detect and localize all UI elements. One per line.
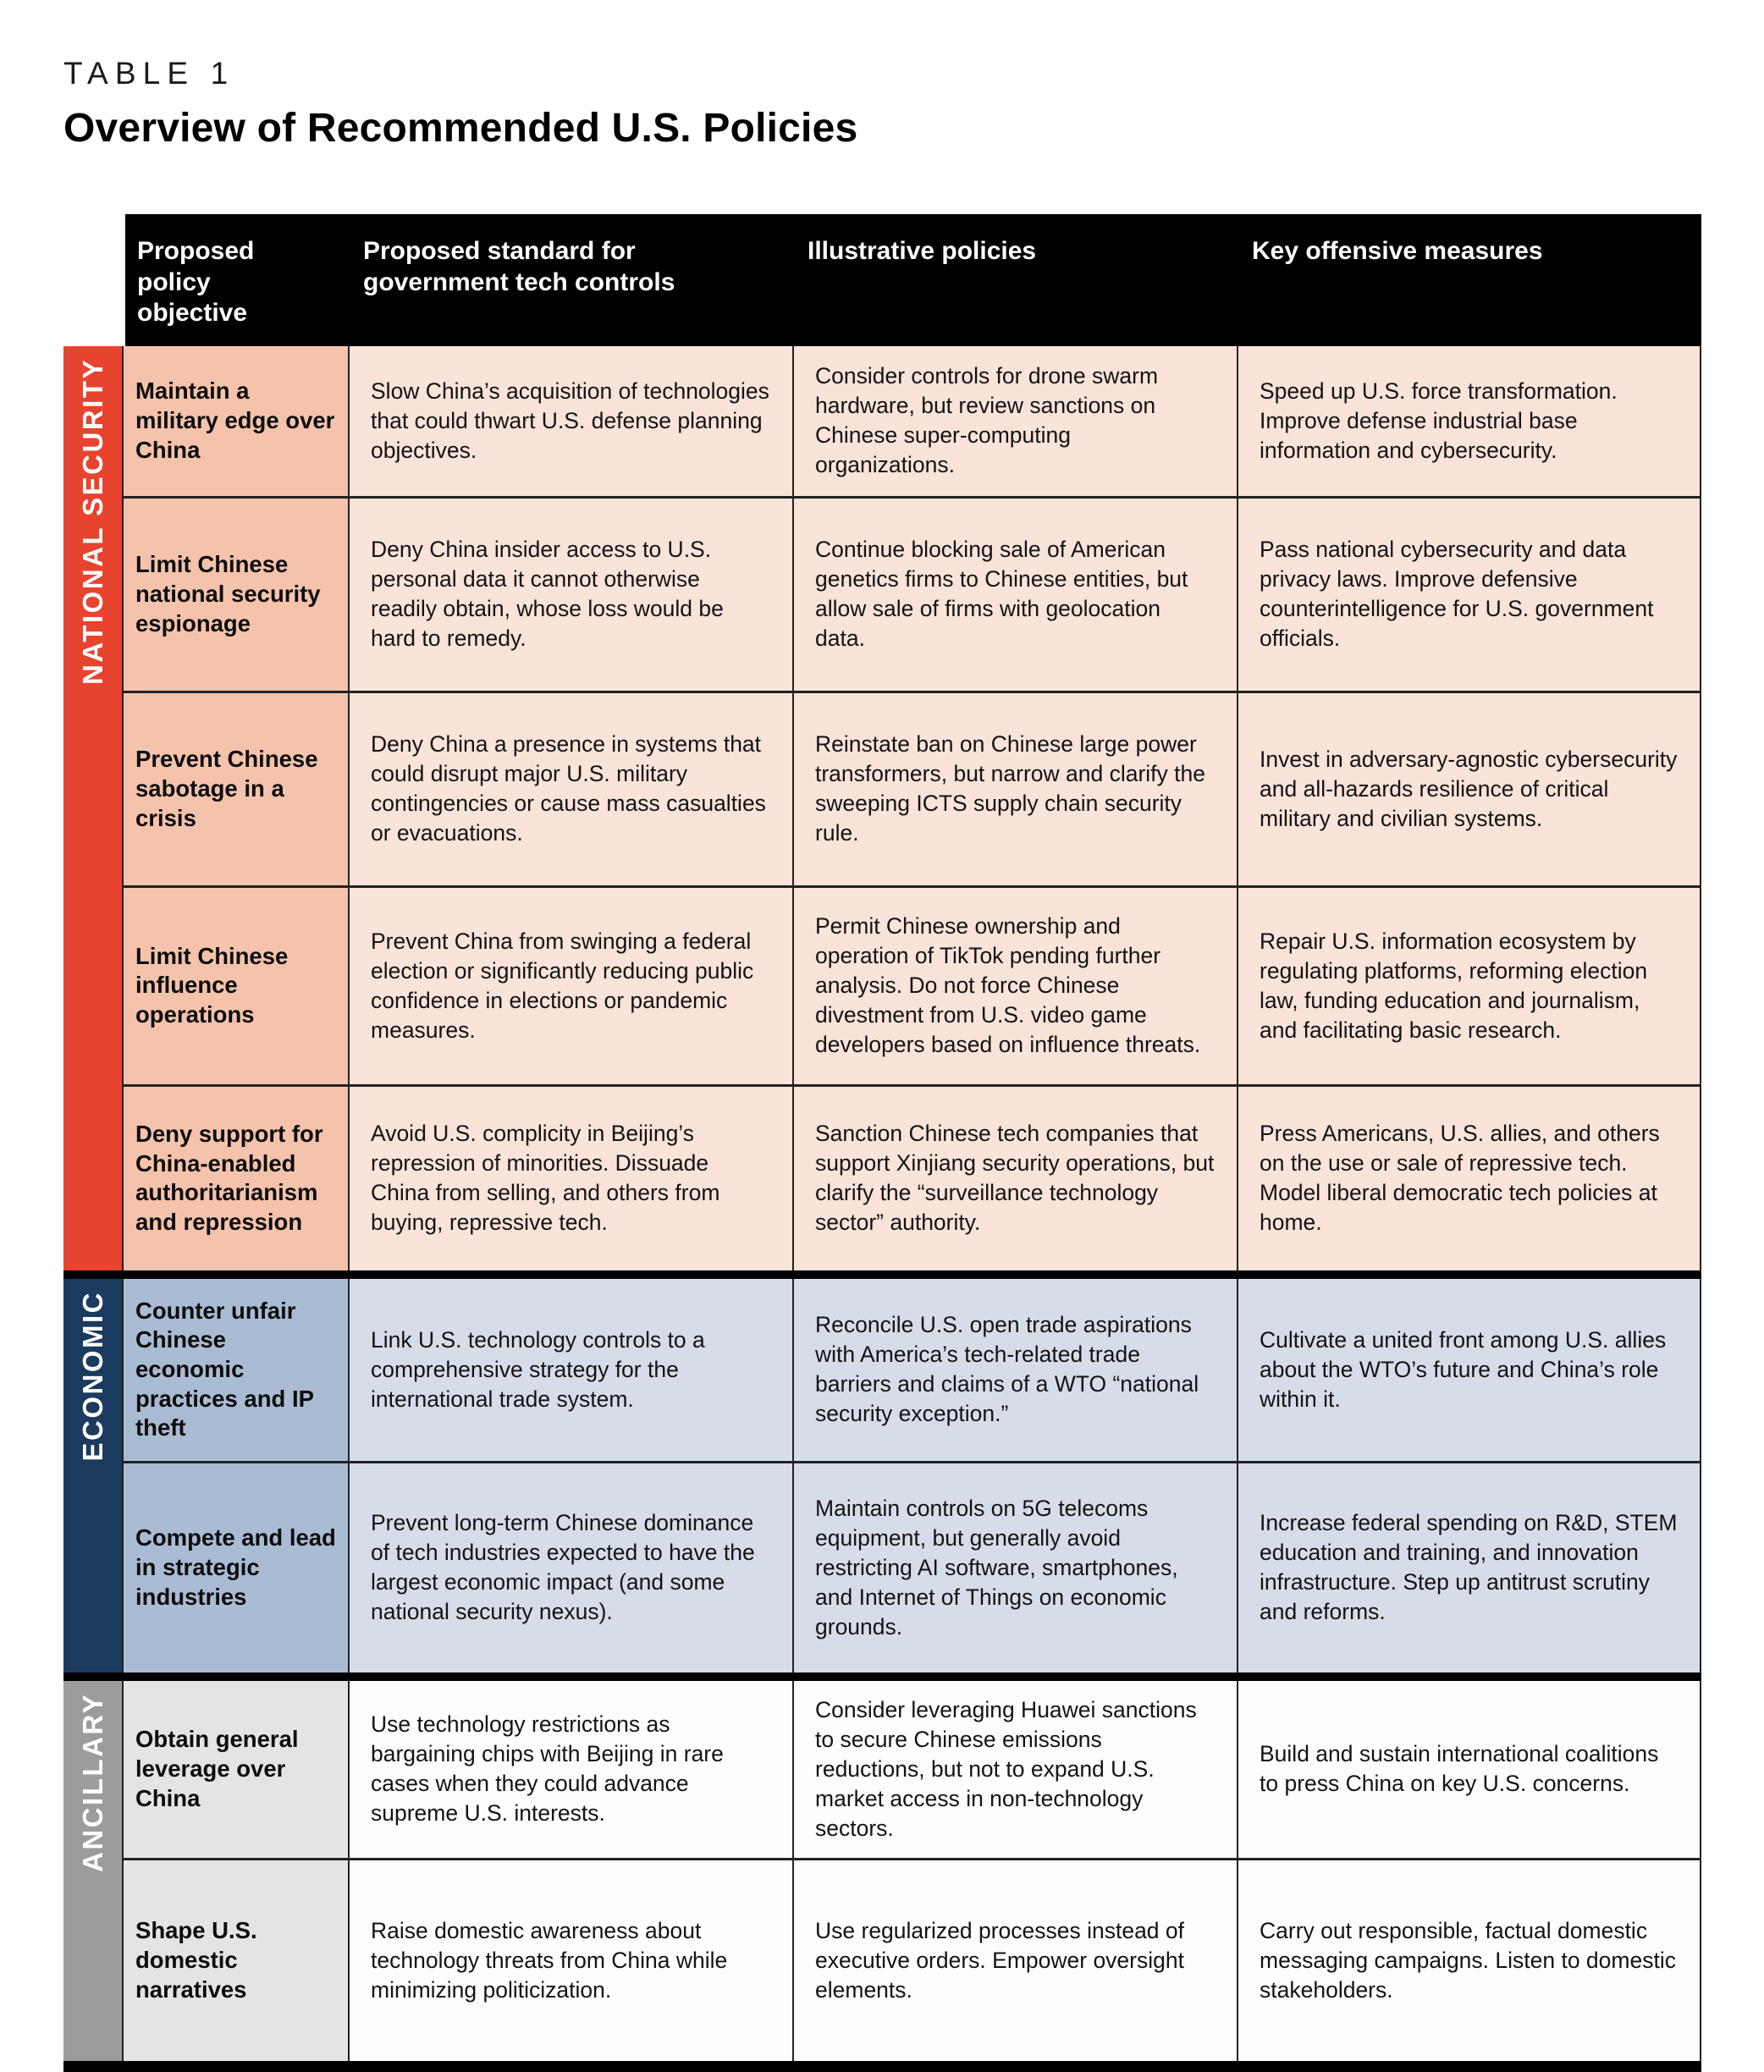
column-header-offensive: Key offensive measures: [1252, 237, 1543, 265]
section-economic: [63, 1279, 1701, 1672]
offensive-cell: Cultivate a united front among U.S. allies about the WTO’s future and China’s role within it.: [1238, 1279, 1701, 1461]
illustrative-cell: Continue blocking sale of American genetics firms to Chinese entities, but allow sale of firms with geolocation data.: [794, 499, 1238, 691]
objective-cell: Maintain a military edge over China: [124, 346, 350, 496]
page-title: Overview of Recommended U.S. Policies: [63, 106, 858, 151]
section-label: ANCILLARY: [76, 1692, 108, 1872]
offensive-cell: Press Americans, U.S. allies, and others on the use or sale of repressive tech. Model liberal democratic tech policies at home.: [1238, 1087, 1701, 1270]
section-ancillary: [63, 1681, 1701, 2061]
section-divider: [63, 1672, 1701, 1681]
objective-cell: Limit Chinese national security espionage: [124, 499, 350, 691]
objective-cell: Obtain general leverage over China: [124, 1681, 350, 1858]
objective-cell: Limit Chinese influence operations: [124, 888, 350, 1084]
column-header-illustrative: Illustrative policies: [808, 237, 1037, 265]
table-header-row: [125, 214, 1701, 346]
offensive-cell: Carry out responsible, factual domestic messaging campaigns. Listen to domestic stakeholders.: [1238, 1860, 1701, 2061]
illustrative-cell: Use regularized processes instead of executive orders. Empower oversight elements.: [794, 1860, 1238, 2061]
standard-cell: Link U.S. technology controls to a comprehensive strategy for the international trade system.: [350, 1279, 794, 1461]
objective-cell: Compete and lead in strategic industries: [124, 1463, 350, 1672]
illustrative-cell: Permit Chinese ownership and operation of TikTok pending further analysis. Do not force Chinese divestment from U.S. video game developers based on influence threats.: [794, 888, 1238, 1084]
illustrative-cell: Consider controls for drone swarm hardware, but review sanctions on Chinese super-computing organizations.: [794, 346, 1238, 496]
standard-cell: Use technology restrictions as bargaining chips with Beijing in rare cases when they could advance supreme U.S. interests.: [350, 1681, 794, 1858]
table-row: [124, 499, 1701, 693]
standard-cell: Prevent China from swinging a federal election or significantly reducing public confidence in elections or pandemic measures.: [350, 888, 794, 1084]
standard-cell: Prevent long-term Chinese dominance of tech industries expected to have the largest economic impact (and some national security nexus).: [350, 1463, 794, 1672]
objective-cell: Counter unfair Chinese economic practices and IP theft: [124, 1279, 350, 1461]
table-row: [124, 1681, 1701, 1860]
table-bottom-bar: [63, 2061, 1701, 2072]
standard-cell: Slow China’s acquisition of technologies that could thwart U.S. defense planning objectives.: [350, 346, 794, 496]
illustrative-cell: Consider leveraging Huawei sanctions to secure Chinese emissions reductions, but not to expand U.S. market access in non-technology sectors.: [794, 1681, 1238, 1858]
section-strip-economic: [63, 1279, 124, 1672]
table-row: [124, 1860, 1701, 2061]
column-header-standard: Proposed standard for government tech controls: [363, 237, 675, 296]
column-header-objective: Proposed policy objective: [137, 237, 255, 328]
illustrative-cell: Reconcile U.S. open trade aspirations with America’s tech-related trade barriers and claims of a WTO “national security exception.”: [794, 1279, 1238, 1461]
offensive-cell: Speed up U.S. force transformation. Improve defense industrial base information and cybersecurity.: [1238, 346, 1701, 496]
table-row: [124, 1279, 1701, 1463]
table-row: [124, 693, 1701, 888]
offensive-cell: Repair U.S. information ecosystem by regulating platforms, reforming election law, funding education and journalism, and facilitating basic research.: [1238, 888, 1701, 1084]
table-row: [124, 346, 1701, 499]
table-row: [124, 1463, 1701, 1672]
offensive-cell: Increase federal spending on R&D, STEM education and training, and innovation infrastructure. Step up antitrust scrutiny and reforms.: [1238, 1463, 1701, 1672]
illustrative-cell: Maintain controls on 5G telecoms equipment, but generally avoid restricting AI software, smartphones, and Internet of Things on economic grounds.: [794, 1463, 1238, 1672]
objective-cell: Prevent Chinese sabotage in a crisis: [124, 693, 350, 885]
objective-cell: Deny support for China-enabled authoritarianism and repression: [124, 1087, 350, 1270]
section-strip-national-security: [63, 346, 124, 1270]
section-rows: [124, 1681, 1701, 2061]
table-row: [124, 1087, 1701, 1270]
section-strip-ancillary: [63, 1681, 124, 2061]
section-divider: [63, 1270, 1701, 1279]
offensive-cell: Pass national cybersecurity and data privacy laws. Improve defensive counterintelligence for U.S. government officials.: [1238, 499, 1701, 691]
illustrative-cell: Sanction Chinese tech companies that support Xinjiang security operations, but clarify the “surveillance technology sector” authority.: [794, 1087, 1238, 1270]
section-label: NATIONAL SECURITY: [76, 357, 108, 685]
standard-cell: Deny China a presence in systems that could disrupt major U.S. military contingencies or cause mass casualties or evacuations.: [350, 693, 794, 885]
standard-cell: Raise domestic awareness about technology threats from China while minimizing politicization.: [350, 1860, 794, 2061]
section-label: ECONOMIC: [76, 1290, 108, 1462]
offensive-cell: Invest in adversary-agnostic cybersecurity and all-hazards resilience of critical military and civilian systems.: [1238, 693, 1701, 885]
section-rows: [124, 346, 1701, 1270]
section-rows: [124, 1279, 1701, 1672]
policy-table: [63, 214, 1701, 2072]
table-label: TABLE 1: [63, 56, 235, 91]
standard-cell: Avoid U.S. complicity in Beijing’s repression of minorities. Dissuade China from selling, and others from buying, repressive tech.: [350, 1087, 794, 1270]
section-national-security: [63, 346, 1701, 1270]
table-row: [124, 888, 1701, 1087]
offensive-cell: Build and sustain international coalitions to press China on key U.S. concerns.: [1238, 1681, 1701, 1858]
illustrative-cell: Reinstate ban on Chinese large power transformers, but narrow and clarify the sweeping ICTS supply chain security rule.: [794, 693, 1238, 885]
objective-cell: Shape U.S. domestic narratives: [124, 1860, 350, 2061]
standard-cell: Deny China insider access to U.S. personal data it cannot otherwise readily obtain, whose loss would be hard to remedy.: [350, 499, 794, 691]
